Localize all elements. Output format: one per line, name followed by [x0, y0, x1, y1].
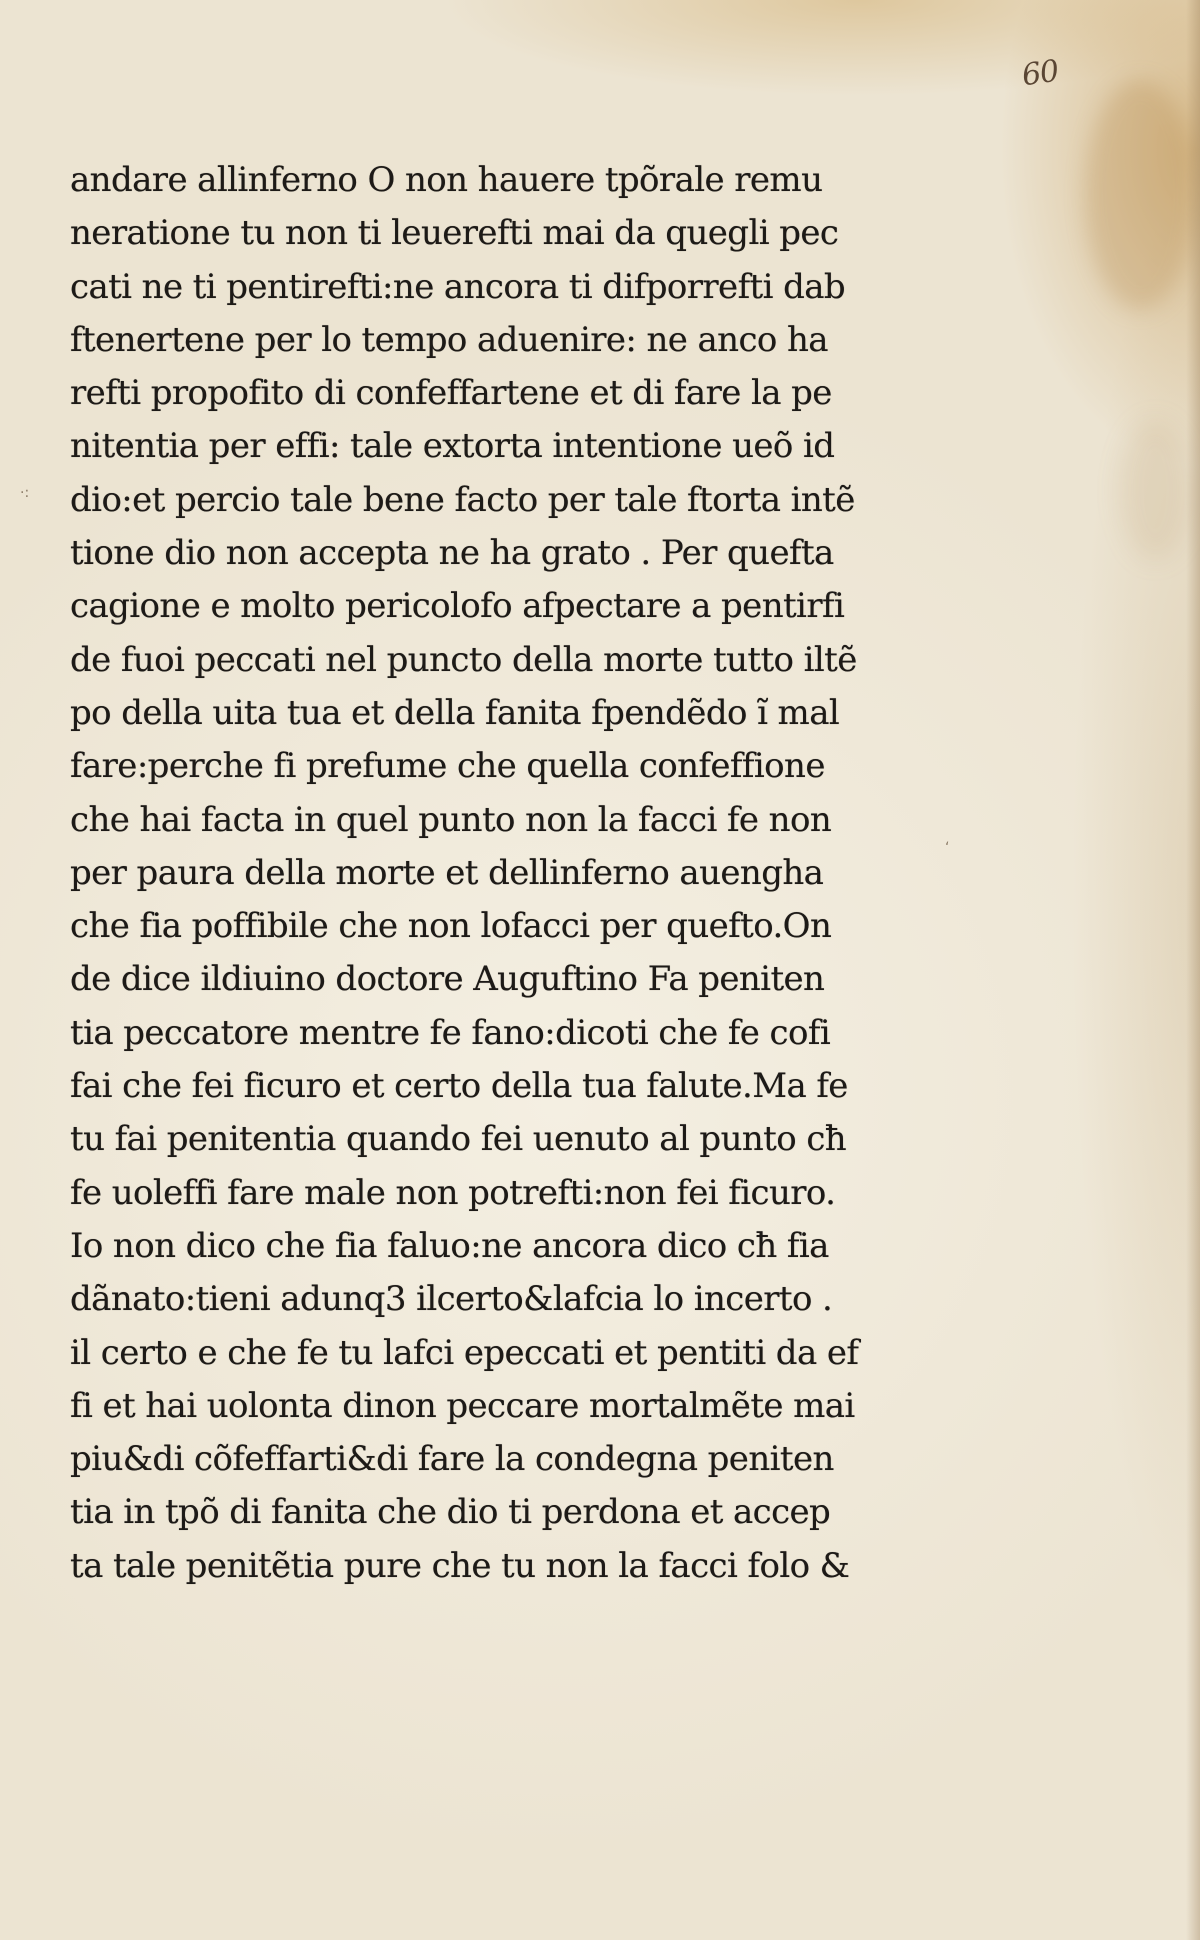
text-line: che fia poffibile che non lofacci per quefto.On: [70, 906, 832, 947]
text-line: cagione e molto pericolofo afpectare a pentirfi: [70, 586, 845, 627]
text-line: de dice ildiuino doctore Auguftino Fa peniten: [70, 959, 825, 1000]
page-edge-shadow: [1186, 0, 1200, 1940]
text-line: Io non dico che fia faluo:ne ancora dico cħ fia: [70, 1225, 829, 1266]
text-line: che hai facta in quel punto non la facci fe non: [70, 799, 832, 840]
margin-speck: ·:: [20, 485, 30, 501]
text-line: piu&di cõfeffarti&di fare la condegna peniten: [70, 1439, 834, 1480]
text-line: cati ne ti pentirefti:ne ancora ti difporrefti dab: [70, 266, 846, 307]
text-line: fe uoleffi fare male non potrefti:non fei ficuro.: [70, 1172, 836, 1213]
folio-number: 60: [1019, 53, 1061, 94]
text-line: de fuoi peccati nel puncto della morte tutto iltẽ: [70, 639, 857, 680]
text-line: ftenertene per lo tempo aduenire: ne anco ha: [70, 319, 828, 360]
water-stain: [1120, 420, 1190, 560]
water-stain: [1085, 80, 1195, 310]
text-line: neratione tu non ti leuerefti mai da quegli pec: [70, 213, 839, 254]
text-line: nitentia per effi: tale extorta intentione ueõ id: [70, 426, 835, 467]
text-line: il certo e che fe tu lafci epeccati et pentiti da ef: [70, 1332, 859, 1373]
text-line: andare allinferno O non hauere tpõrale remu: [70, 160, 823, 200]
text-line: dio:et percio tale bene facto per tale ftorta intẽ: [70, 479, 855, 520]
text-line: refti propofito di confeffartene et di fare la pe: [70, 373, 832, 414]
text-line: tia in tpõ di fanita che dio ti perdona et accep: [70, 1492, 831, 1533]
text-block: [70, 154, 920, 1593]
text-line: fare:perche fi prefume che quella confeffione: [70, 746, 825, 787]
text-line: tione dio non accepta ne ha grato . Per quefta: [70, 533, 834, 574]
text-line: tia peccatore mentre fe fano:dicoti che fe cofi: [70, 1012, 831, 1053]
text-line: tu fai penitentia quando fei uenuto al punto cħ: [70, 1119, 847, 1160]
text-line: fai che fei ficuro et certo della tua falute.Ma fe: [70, 1066, 848, 1107]
text-line: fi et hai uolonta dinon peccare mortalmẽte mai: [70, 1385, 855, 1426]
text-line: dãnato:tieni adunq3 ilcerto&lafcia lo incerto .: [70, 1279, 833, 1320]
text-line: po della uita tua et della fanita fpendẽdo ĩ mal: [70, 692, 840, 733]
margin-speck: ‘: [945, 840, 950, 856]
text-line: per paura della morte et dellinferno auengha: [70, 852, 824, 893]
text-line: ta tale penitẽtia pure che tu non la facci folo &: [70, 1545, 850, 1586]
